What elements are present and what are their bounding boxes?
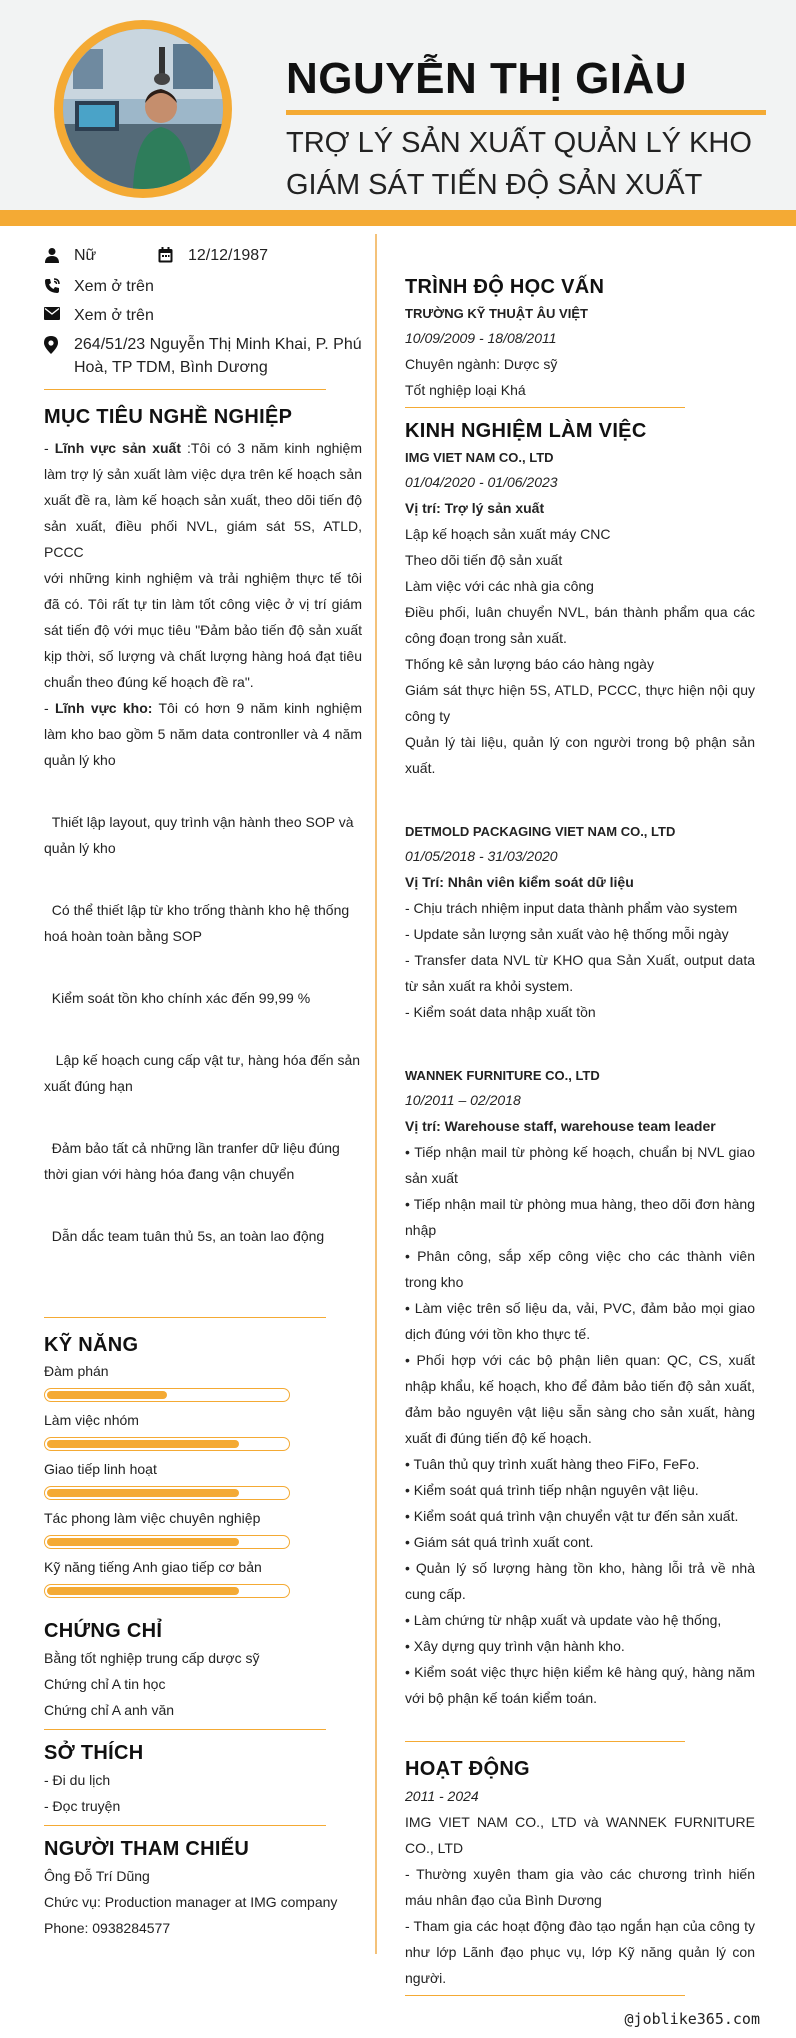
right-column [405,276,755,1996]
header-accent-bar [0,210,796,226]
location-icon [44,333,74,354]
job-duty: • Giám sát quá trình xuất cont. [405,1534,594,1550]
job-duty: Điều phối, luân chuyển NVL, bán thành phẩm qua các công đoạn trong sản xuất. [405,604,755,646]
objective-items [44,773,362,1285]
certificate-item: Chứng chỉ A tin học [44,1676,166,1692]
skill-item [44,1508,362,1549]
objective-title: MỤC TIÊU NGHỀ NGHIỆP [44,406,293,428]
education-school: TRƯỜNG KỸ THUẬT ÂU VIỆT [405,306,588,321]
skill-bar-fill [47,1391,167,1399]
birthday-text: 12/12/1987 [188,247,269,264]
job-duty: Giám sát thực hiện 5S, ATLD, PCCC, thực hiện nội quy công ty [405,682,755,724]
phone-text: Xem ở trên [74,278,154,295]
reference-phone: Phone: 0938284577 [44,1920,171,1936]
job-dates: 01/05/2018 - 31/03/2020 [405,848,558,864]
activity-item: - Thường xuyên tham gia vào các chương trình hiến máu nhân đạo của Bình Dương [405,1866,755,1908]
skill-item [44,1361,362,1402]
left-column [44,244,362,1941]
activity-item: - Tham gia các hoạt động đào tạo ngắn hạn của công ty như lớp Lãnh đạo phục vụ, lớp Kỹ năng quản lý con người. [405,1918,755,1986]
name-underline [286,110,766,115]
education-grade: Tốt nghiệp loại Khá [405,382,526,398]
job-entry [405,1065,755,1711]
job-company: WANNEK FURNITURE CO., LTD [405,1068,600,1083]
hobbies-title: SỞ THÍCH [44,1742,144,1764]
job-duty: - Kiểm soát data nhập xuất tồn [405,1004,596,1020]
section-separator [44,1825,326,1826]
skill-label: Kỹ năng tiếng Anh giao tiếp cơ bản [44,1559,262,1575]
phone-icon [44,275,74,294]
skill-bar [44,1584,290,1598]
job-duty: • Tiếp nhận mail từ phòng mua hàng, theo dõi đơn hàng nhập [405,1196,755,1238]
job-dates: 01/04/2020 - 01/06/2023 [405,474,558,490]
references-title: NGƯỜI THAM CHIẾU [44,1838,250,1860]
job-duty: Thống kê sản lượng báo cáo hàng ngày [405,656,654,672]
job-duty: • Tiếp nhận mail từ phòng kế hoạch, chuẩn bị NVL giao sản xuất [405,1144,755,1186]
job-duty: • Quản lý số lượng hàng tồn kho, hàng lỗi trả về nhà cung cấp. [405,1560,755,1602]
job-duty: Làm việc với các nhà gia công [405,578,594,594]
objective-paragraph-2: với những kinh nghiệm và trải nghiệm thực tế tôi đã có. Tôi rất tự tin làm tốt công việc ở vị trí giám sát tiến độ với mục tiêu "Đảm bảo tiến độ sản xuất kịp thời, số lượng và chất lượng hàng hoá đạt tiêu chuẩn theo đúng kế hoạch đề ra". [44,570,362,690]
job-duty: - Update sản lượng sản xuất vào hệ thống mỗi ngày [405,926,729,942]
job-duty: Theo dõi tiến độ sản xuất [405,552,563,568]
skill-bar [44,1388,290,1402]
job-duty: Quản lý tài liệu, quản lý con người trong bộ phận sản xuất. [405,734,755,776]
objective-item: Kiểm soát tồn kho chính xác đến 99,99 % [44,990,311,1006]
reference-role: Chức vụ: Production manager at IMG company [44,1894,338,1910]
job-duty: • Làm việc trên số liệu da, vải, PVC, đảm bảo mọi giao dịch đúng với tồn kho thực tế. [405,1300,755,1342]
skill-label: Đàm phán [44,1363,109,1379]
profile-photo [63,29,223,189]
job-title [286,122,752,206]
section-separator [44,1729,326,1730]
job-position: Vị trí: Trợ lý sản xuất [405,500,545,516]
skill-item [44,1410,362,1451]
skills-list [44,1361,362,1598]
skill-bar [44,1535,290,1549]
job-title-line-1: TRỢ LÝ SẢN XUẤT QUẢN LÝ KHO [286,127,752,159]
section-separator [405,1995,685,1996]
certificates-list [44,1645,362,1723]
job-duty: • Kiểm soát quá trình vận chuyển vật tư đến sản xuất. [405,1508,739,1524]
job-duty: • Làm chứng từ nhập xuất và update vào hệ thống, [405,1612,722,1628]
objective-item: Có thể thiết lập từ kho trống thành kho hệ thống hoá hoàn toàn bằng SOP [44,902,354,944]
section-separator [405,407,685,408]
contact-phone [44,275,362,298]
skill-label: Tác phong làm việc chuyên nghiệp [44,1510,261,1526]
job-dates: 10/2011 – 02/2018 [405,1092,521,1108]
hobby-item: - Đi du lịch [44,1772,111,1788]
section-separator [405,1741,685,1742]
contact-gender-birthday [44,244,362,267]
certificates-title: CHỨNG CHỈ [44,1620,163,1642]
job-entry [405,447,755,781]
education-major: Chuyên ngành: Dược sỹ [405,356,558,372]
skill-bar-fill [47,1538,239,1546]
hobby-item: - Đọc truyện [44,1798,121,1814]
job-title-line-2: GIÁM SÁT TIẾN ĐỘ SẢN XUẤT [286,169,703,201]
profile-photo-image [63,29,223,189]
job-duty: • Kiểm soát việc thực hiện kiểm kê hàng quý, hàng năm với bộ phận kế toán kiểm toán. [405,1664,755,1706]
gender-text: Nữ [74,247,97,264]
job-duty: • Xây dựng quy trình vận hành kho. [405,1638,625,1654]
contact-email [44,304,362,327]
candidate-name: NGUYỄN THỊ GIÀU [286,54,688,103]
column-divider [375,234,377,1954]
skill-label: Giao tiếp linh hoạt [44,1461,157,1477]
skill-bar-fill [47,1440,239,1448]
email-text: Xem ở trên [74,307,154,324]
job-company: IMG VIET NAM CO., LTD [405,450,554,465]
section-separator [44,1317,326,1318]
job-duty: • Tuân thủ quy trình xuất hàng theo FiFo, FeFo. [405,1456,700,1472]
job-duty: - Chịu trách nhiệm input data thành phẩm vào system [405,900,738,916]
job-company: DETMOLD PACKAGING VIET NAM CO., LTD [405,824,676,839]
skill-bar-fill [47,1587,239,1595]
objective-p3-text: Tôi có hơn 9 năm kinh nghiệm làm kho bao gồm 5 năm data contronller và 4 năm quản lý kho [44,700,362,768]
job-duty: • Phối hợp với các bộ phận liên quan: QC, CS, xuất nhập khẩu, kế hoạch, kho để đảm bảo tiến độ sản xuất, đảm bảo nguyên vật liệu sẵn sàng cho sản xuất, hàng xuất đi đúng tiến độ kế hoạch. [405,1352,755,1446]
education-dates: 10/09/2009 - 18/08/2011 [405,330,557,346]
avatar [54,20,232,198]
objective-paragraph-3 [44,695,362,773]
objective-item: Đảm bảo tất cả những lần tranfer dữ liệu đúng thời gian với hàng hóa đang vận chuyển [44,1140,344,1182]
activities-dates: 2011 - 2024 [405,1788,479,1804]
address-text: 264/51/23 Nguyễn Thị Minh Khai, P. Phú Hoà, TP TDM, Bình Dương [74,336,362,376]
skill-item [44,1557,362,1598]
objective-item: Lập kế hoạch cung cấp vật tư, hàng hóa đến sản xuất đúng hạn [44,1052,364,1094]
education-title: TRÌNH ĐỘ HỌC VẤN [405,276,605,298]
objective-p3-label: Lĩnh vực kho: [54,700,153,716]
section-separator [44,389,326,390]
skill-bar-fill [47,1489,239,1497]
objective-p1-prefix: - [44,440,55,456]
certificate-item: Bằng tốt nghiệp trung cấp dược sỹ [44,1650,260,1666]
skill-bar [44,1486,290,1500]
job-duty: • Kiểm soát quá trình tiếp nhận nguyên vật liệu. [405,1482,699,1498]
objective-p3-prefix: - [44,700,55,716]
objective-item: Dẫn dắc team tuân thủ 5s, an toàn lao động [44,1228,325,1244]
skill-bar [44,1437,290,1451]
activities-title: HOẠT ĐỘNG [405,1758,530,1780]
experience-title: KINH NGHIỆM LÀM VIỆC [405,420,647,442]
objective-p1-label: Lĩnh vực sản xuất [54,440,181,456]
job-entry [405,821,755,1025]
user-icon [44,244,74,263]
activities-org: IMG VIET NAM CO., LTD và WANNEK FURNITURE CO., LTD [405,1814,755,1856]
job-duty: - Transfer data NVL từ KHO qua Sản Xuất, output data từ sản xuất ra khỏi system. [405,952,755,994]
certificate-item: Chứng chỉ A anh văn [44,1702,175,1718]
skill-item [44,1459,362,1500]
contact-address [44,333,362,379]
reference-details [44,1863,362,1941]
calendar-icon [158,244,188,263]
job-duty: • Phân công, sắp xếp công việc cho các thành viên trong kho [405,1248,755,1290]
job-duty: Lập kế hoạch sản xuất máy CNC [405,526,611,542]
objective-paragraph-1 [44,435,362,565]
watermark-text: @joblike365.com [624,2010,760,2028]
skills-title: KỸ NĂNG [44,1334,139,1356]
objective-item: Thiết lập layout, quy trình vận hành theo SOP và quản lý kho [44,814,358,856]
job-position: Vị Trí: Nhân viên kiểm soát dữ liệu [405,874,634,890]
hobbies-list [44,1767,362,1819]
objective-p1-text: :Tôi có 3 năm kinh nghiệm làm trợ lý sản xuất làm việc dựa trên kế hoạch sản xuất đề ra, làm kế hoạch sản xuất, theo dõi tiến độ sản xuất, điều phối NVL, giám sát 5S, ATLD, PCCC [44,440,362,560]
job-position: Vị trí: Warehouse staff, warehouse team leader [405,1118,716,1134]
envelope-icon [44,304,74,320]
reference-name: Ông Đỗ Trí Dũng [44,1868,150,1884]
skill-label: Làm việc nhóm [44,1412,139,1428]
